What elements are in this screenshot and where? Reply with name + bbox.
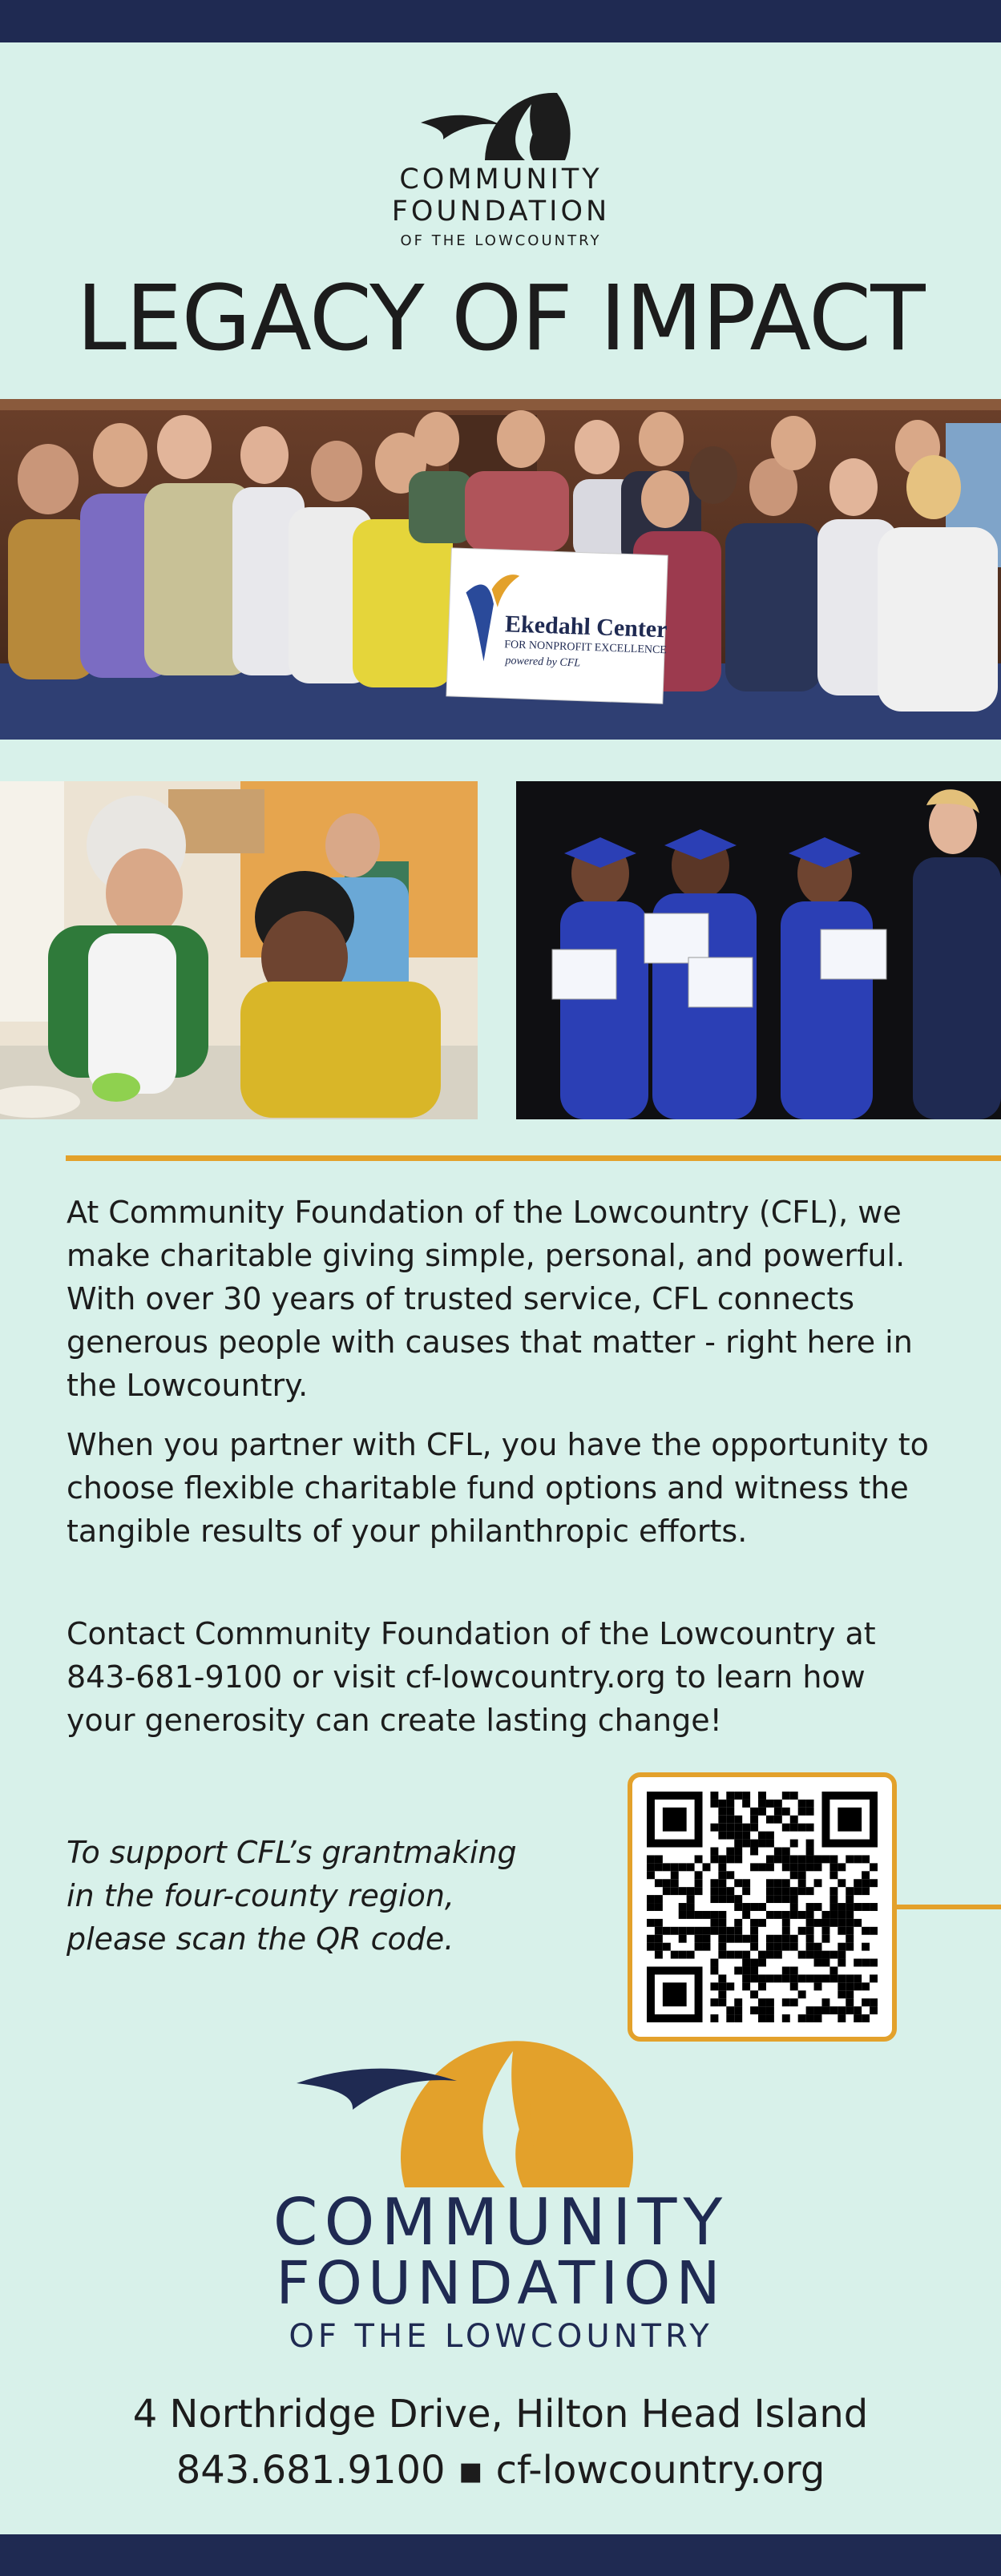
address-street: 4 Northridge Drive, Hilton Head Island (132, 2392, 869, 2437)
body-paragraph-1: At Community Foundation of the Lowcountry (CFL), we make charitable giving simple, personal, and powerful. With over 30 years of trusted service, CFL connects generous people with causes that matter - right here in the Lowcountry. (67, 1195, 913, 1403)
qr-note-line-2: in the four-county region, (67, 1878, 454, 1913)
header-logo-line-3: OF THE LOWCOUNTRY (400, 232, 602, 249)
qr-code-icon (647, 1792, 878, 2022)
headline: LEGACY OF IMPACT (76, 267, 925, 371)
sign-powered: powered by CFL (505, 655, 581, 670)
footer-logo (220, 2007, 781, 2355)
qr-connector-line (897, 1905, 1001, 1909)
graduates-photo (516, 781, 1001, 1119)
gold-divider (66, 1155, 1001, 1161)
qr-note-line-1: To support CFL’s grantmaking (67, 1835, 517, 1870)
header-logo-line-1: COMMUNITY (399, 163, 603, 196)
group-photo (0, 399, 1001, 740)
body-paragraph-2: When you partner with CFL, you have the opportunity to choose flexible charitable fund options and witness the tangible results of your philanthropic efforts. (67, 1427, 929, 1549)
qr-note (67, 1831, 563, 1961)
body-paragraph-3: Contact Community Foundation of the Lowcountry at 843-681-9100 or visit cf-lowcountry.org to learn how your generosity can create lasting change! (67, 1616, 876, 1738)
sign-subtitle: FOR NONPROFIT EXCELLENCE (503, 639, 668, 657)
footer-logo-line-1: COMMUNITY (272, 2185, 729, 2260)
footer-logo-line-3: OF THE LOWCOUNTRY (289, 2318, 713, 2355)
top-navy-bar (0, 0, 1001, 42)
craft-photo (0, 781, 478, 1119)
qr-code[interactable] (628, 1772, 897, 2042)
qr-note-line-3: please scan the QR code. (67, 1921, 454, 1957)
bottom-navy-bar (0, 2534, 1001, 2576)
address-contact[interactable]: 843.681.9100 ▪ cf-lowcountry.org (176, 2448, 825, 2493)
sign-title: Ekedahl Center (504, 611, 668, 643)
footer-logo-line-2: FOUNDATION (276, 2249, 726, 2318)
header-logo (365, 87, 637, 255)
sun-flame-bird-icon (297, 2007, 705, 2187)
header-logo-line-2: FOUNDATION (391, 196, 611, 228)
sun-flame-bird-icon (405, 87, 597, 163)
